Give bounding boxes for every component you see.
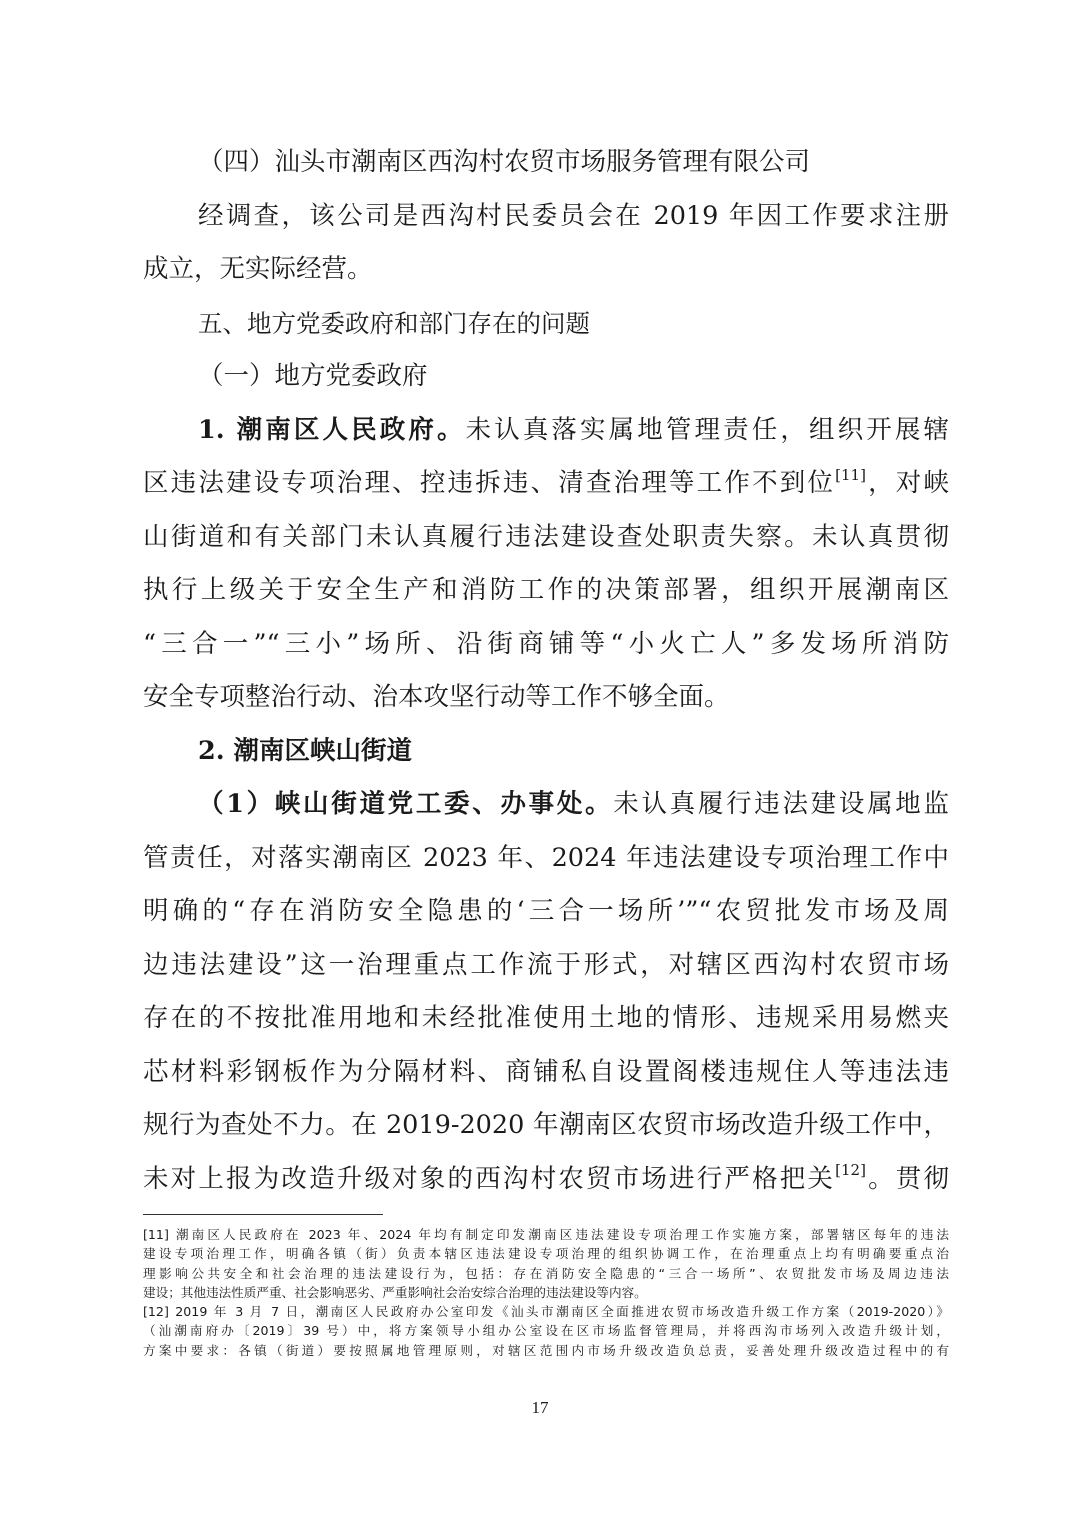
text-run: （一）地方党委政府 <box>198 361 428 391</box>
text-run: ，对峡 <box>865 468 949 498</box>
paragraph-line <box>143 404 949 458</box>
text-run: 明确的“存在消防安全隐患的‘三合一场所’”“农贸批发市场及周 <box>143 896 949 926</box>
footnotes <box>143 1225 949 1360</box>
paragraph-line <box>143 1153 949 1207</box>
footnote-11-line: 建设专项治理工作，明确各镇（街）负责本辖区违法建设专项治理的组织协调工作，在治理重点上均有明确要重点治 <box>143 1246 949 1262</box>
paragraph-line <box>143 939 949 993</box>
footnote-ref: [12] <box>835 1161 866 1179</box>
paragraph-line <box>143 1099 949 1153</box>
text-run: 未认真落实属地管理责任，组织开展辖 <box>465 414 949 445</box>
text-run: “三合一”“三小”场所、沿街商铺等“小火亡人”多发场所消防 <box>143 628 949 659</box>
paragraph-line <box>143 243 949 297</box>
text-run: 芯材料彩钢板作为分隔材料、商铺私自设置阁楼违规住人等违法违 <box>143 1056 949 1087</box>
text-run: 经调查，该公司是西沟村民委员会在 2019 年因工作要求注册 <box>198 200 949 231</box>
text-run: 山街道和有关部门未认真履行违法建设查处职责失察。未认真贯彻 <box>143 521 949 552</box>
bold-lead-text: （1）峡山街道党工委、办事处。 <box>198 789 614 819</box>
paragraph-line <box>143 564 949 618</box>
text-run: 存在的不按批准用地和未经批准使用土地的情形、违规采用易燃夹 <box>143 1003 949 1033</box>
paragraph-line <box>143 885 949 939</box>
paragraph-line <box>143 1046 949 1100</box>
footnote-ref: [11] <box>835 465 866 484</box>
text-run: （四）汕头市潮南区西沟村农贸市场服务管理有限公司 <box>198 147 811 177</box>
paragraph-line <box>143 832 949 886</box>
page-number: 17 <box>531 1398 549 1417</box>
text-run: 边违法建设”这一治理重点工作流于形式，对辖区西沟村农贸市场 <box>143 949 949 980</box>
footnote-divider <box>143 1214 383 1215</box>
footnote-12-line: （汕潮南府办〔2019〕39 号）中，将方案领导小组办公室设在区市场监督管理局，并将西沟市场列入改造升级计划， <box>143 1323 949 1339</box>
text-run: 安全专项整治行动、治本攻坚行动等工作不够全面。 <box>143 682 730 712</box>
paragraph-line <box>143 992 949 1046</box>
text-run: 规行为查处不力。在 2019-2020 年潮南区农贸市场改造升级工作中， <box>143 1110 949 1140</box>
bold-lead-text: 1. 潮南区人民政府。 <box>198 414 466 445</box>
footnote-12-line: 方案中要求：各镇（街道）要按照属地管理原则，对辖区范围内市场升级改造负总责，妥善处理升级改造过程中的有 <box>143 1342 949 1358</box>
paragraph-line <box>143 671 949 725</box>
bold-lead-text: 2. 潮南区峡山街道 <box>198 735 412 766</box>
text-run: 未对上报为改造升级对象的西沟村农贸市场进行严格把关 <box>143 1163 836 1194</box>
text-run: 五、地方党委政府和部门存在的问题 <box>198 308 590 338</box>
text-run: 未认真履行违法建设属地监 <box>613 789 949 819</box>
footnote-11-line: 理影响公共安全和社会治理的违法建设行为，包括：存在消防安全隐患的“三合一场所”、农贸批发市场及周边违法 <box>143 1265 949 1281</box>
section-heading-4 <box>143 136 949 190</box>
paragraph-line <box>143 190 949 244</box>
text-run: 成立，无实际经营。 <box>143 254 373 284</box>
text-run: 。贯彻 <box>865 1163 949 1194</box>
paragraph-line <box>143 618 949 672</box>
text-run: 管责任，对落实潮南区 2023 年、2024 年违法建设专项治理工作中 <box>143 842 949 873</box>
footnote-11-line: 建设；其他违法性质严重、社会影响恶劣、严重影响社会治安综合治理的违法建设等内容。 <box>143 1284 647 1300</box>
text-run: 区违法建设专项治理、控违拆违、清查治理等工作不到位 <box>143 468 836 498</box>
subsection-heading-1 <box>143 350 949 404</box>
text-run: 执行上级关于安全生产和消防工作的决策部署，组织开展潮南区 <box>143 575 949 605</box>
body-text <box>143 136 949 1206</box>
footnote-11-line: [11] 潮南区人民政府在 2023 年、2024 年均有制定印发潮南区违法建设专项治理工作实施方案，部署辖区每年的违法 <box>143 1227 949 1242</box>
item-heading-2 <box>143 725 949 779</box>
footnote-12-line: [12] 2019 年 3 月 7 日，潮南区人民政府办公室印发《汕头市潮南区全面推进农贸市场改造升级工作方案（2019-2020）》 <box>143 1304 949 1320</box>
paragraph-line <box>143 778 949 832</box>
paragraph-line <box>143 457 949 511</box>
paragraph-line <box>143 511 949 565</box>
chapter-heading-5 <box>143 297 949 351</box>
